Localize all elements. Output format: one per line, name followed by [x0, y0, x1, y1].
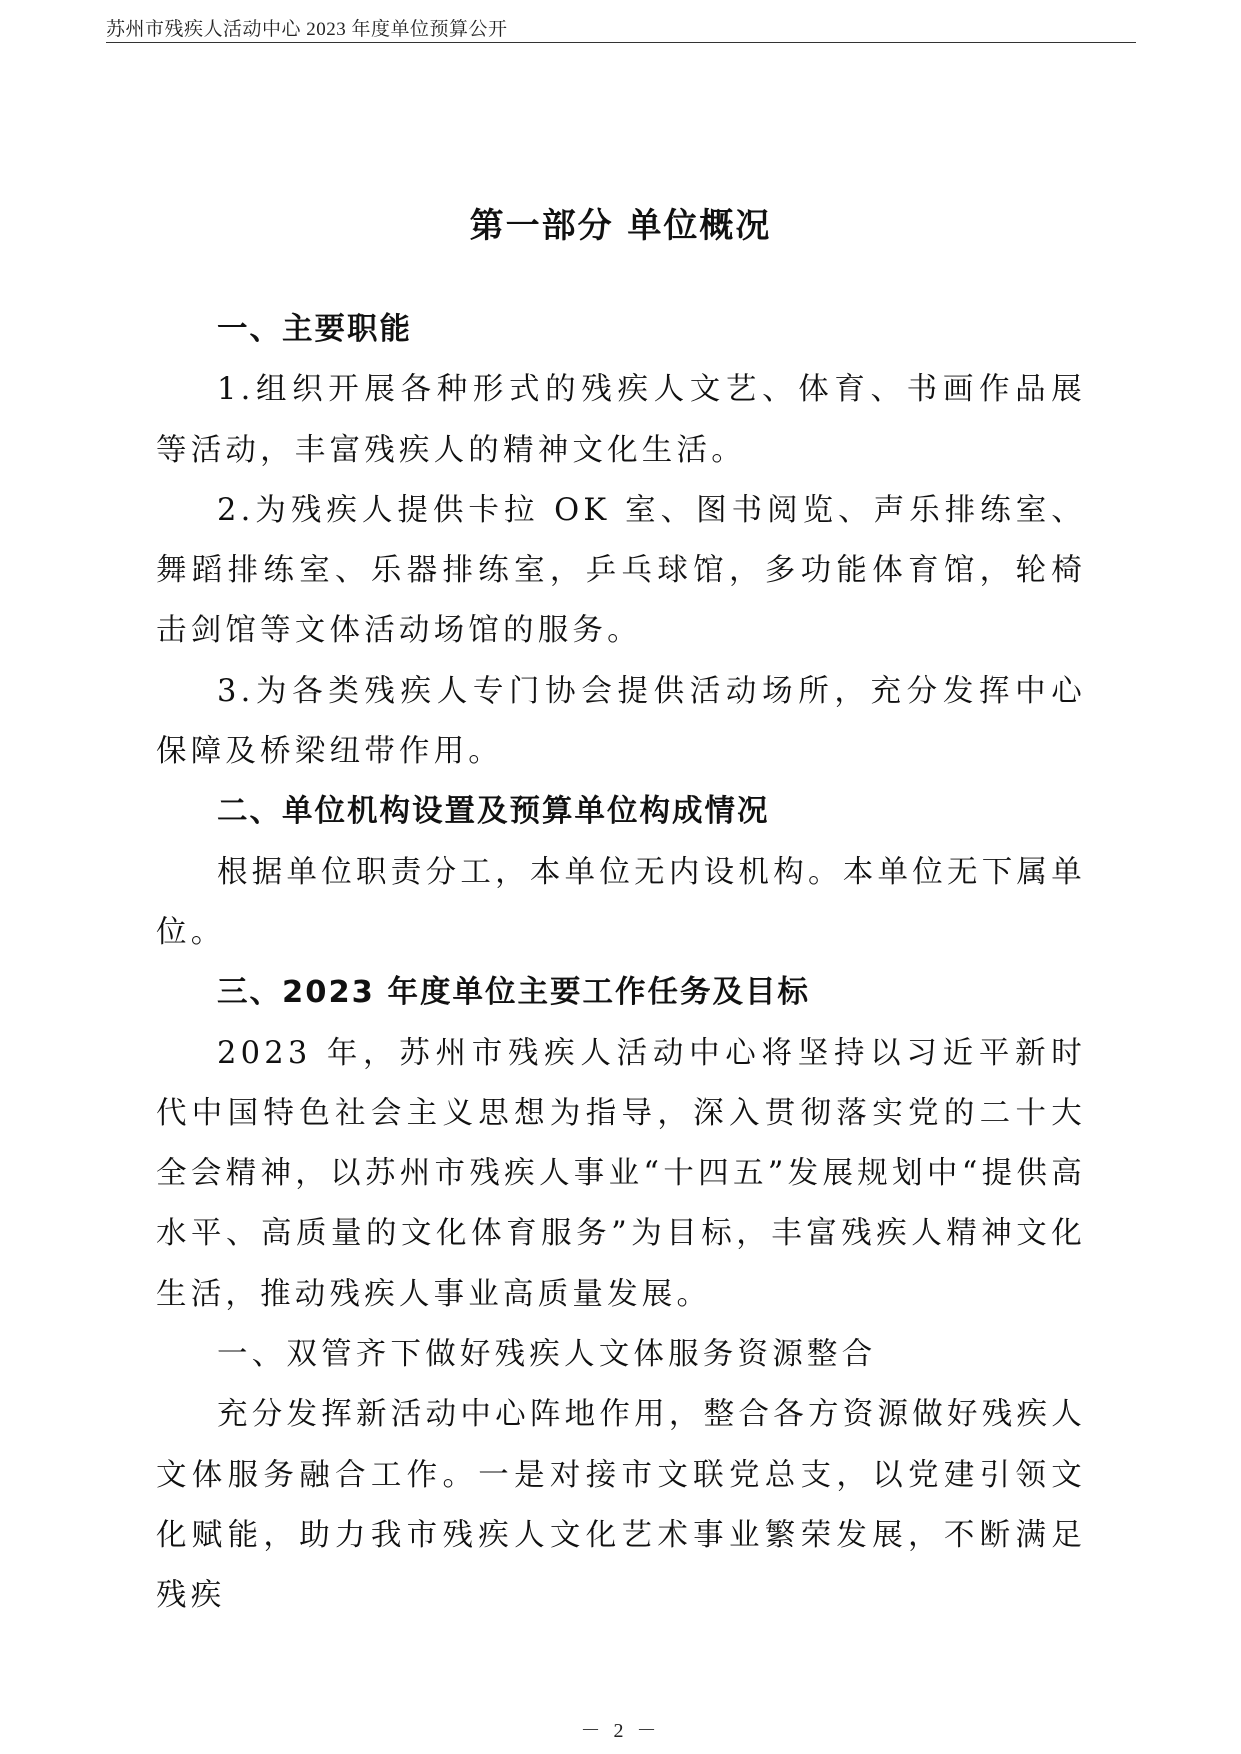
paragraph-resource-integration: 充分发挥新活动中心阵地作用，整合各方资源做好残疾人文体服务融合工作。一是对接市文联党总支，以党建引领文化赋能，助力我市残疾人文化艺术事业繁荣发展，不断满足残疾	[156, 1397, 1086, 1614]
header-divider	[106, 42, 1136, 43]
paragraph-organization: 根据单位职责分工，本单位无内设机构。本单位无下属单位。	[156, 854, 1086, 950]
paragraph-subheading-resource-integration: 一、双管齐下做好残疾人文体服务资源整合	[217, 1337, 877, 1373]
section-heading-organization: 二、单位机构设置及预算单位构成情况	[217, 794, 770, 830]
section-heading-tasks-2023: 三、2023 年度单位主要工作任务及目标	[217, 975, 811, 1011]
paragraph-function-3: 3.为各类残疾人专门协会提供活动场所，充分发挥中心保障及桥梁纽带作用。	[156, 673, 1086, 770]
section-heading-main-functions: 一、主要职能	[217, 312, 412, 347]
paragraph-function-1: 1.组织开展各种形式的残疾人文艺、体育、书画作品展等活动，丰富残疾人的精神文化生活。	[156, 372, 1086, 468]
page-number: － 2 －	[580, 1720, 661, 1742]
document-body	[156, 300, 1086, 1627]
paragraph-tasks-intro: 2023 年，苏州市残疾人活动中心将坚持以习近平新时代中国特色社会主义思想为指导，深入贯彻落实党的二十大全会精神，以苏州市残疾人事业“十四五”发展规划中“提供高水平、高质量的文化体育服务”为目标，丰富残疾人精神文化生活，推动残疾人事业高质量发展。	[156, 1035, 1086, 1312]
running-header: 苏州市残疾人活动中心 2023 年度单位预算公开	[106, 19, 508, 40]
paragraph-function-2: 2.为残疾人提供卡拉 OK 室、图书阅览、声乐排练室、舞蹈排练室、乐器排练室，乒乓球馆，多功能体育馆，轮椅击剑馆等文体活动场馆的服务。	[156, 492, 1086, 649]
page-title: 第一部分 单位概况	[469, 206, 772, 246]
